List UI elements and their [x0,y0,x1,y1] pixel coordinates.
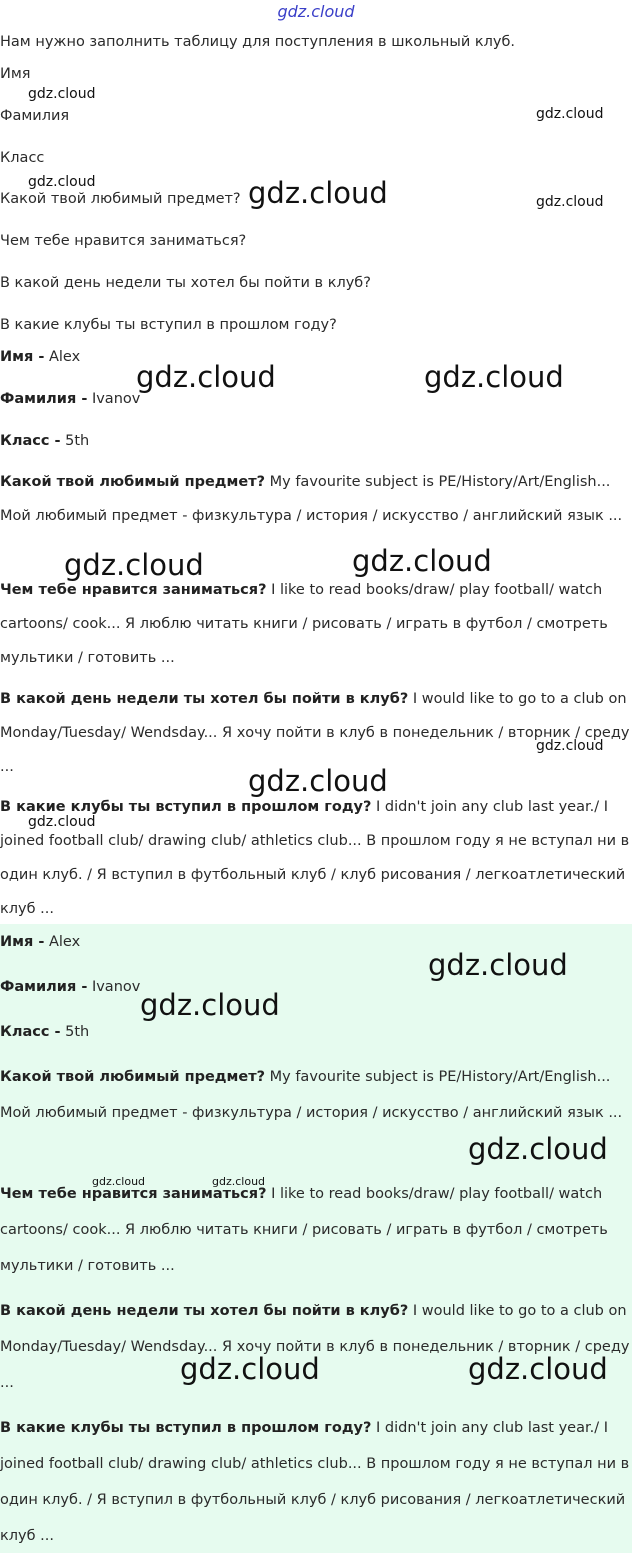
answer-label: В какие клубы ты вступил в прошлом году? [0,799,372,815]
answer-1-hobby [0,573,630,675]
answer-value: Alex [44,349,81,365]
answer-label: Класс - [0,1024,61,1040]
watermark: gdz.cloud [92,1175,146,1188]
answer-2-name [0,924,630,960]
answer-1-name [0,340,630,374]
answer-label: В какие клубы ты вступил в прошлом году? [0,1420,372,1436]
answer-label: Чем тебе нравится заниматься? [0,582,267,598]
watermark: gdz.cloud [212,1175,266,1188]
answer-label: В какой день недели ты хотел бы пойти в клуб? [0,691,409,707]
answer-label: Чем тебе нравится заниматься? [0,1186,267,1202]
answer-value: Ivanov [87,391,141,407]
answer-value: I would like to go to a club on Monday/Tuesday/ Wendsday... Я хочу пойти в клуб в понедельник / вторник / среду ... [0,691,630,775]
watermark: gdz.cloud [140,988,280,1022]
task-field-subject: Какой твой любимый предмет? [0,191,241,207]
answer-value: My favourite subject is PE/History/Art/English... Мой любимый предмет - физкультура / история / искусство / английский язык ... [0,1069,623,1121]
answer-1-class [0,424,630,458]
answer-2-surname [0,969,630,1005]
watermark: gdz.cloud [468,1132,608,1166]
answer-label: Имя - [0,934,45,950]
task-field-surname: Фамилия [0,108,70,124]
watermark: gdz.cloud [28,174,96,190]
answer-label: Имя - [0,349,45,365]
answer-value: I like to read books/draw/ play football/ watch cartoons/ cook... Я люблю читать книги / рисовать / играть в футбол / смотреть мультики / готовить ... [0,1186,608,1274]
watermark: gdz.cloud [536,194,604,210]
answer-value: I didn't join any club last year./ I joined football club/ drawing club/ athletics club... В прошлом году я не вступал ни в один клуб. / Я вступил в футбольный клуб / клуб рисования / легкоатлетический клуб ... [0,799,630,917]
answer-value: I didn't join any club last year./ I joined football club/ drawing club/ athletics club... В прошлом году я не вступал ни в один клуб. / Я вступил в футбольный клуб / клуб рисования / легкоатлетический клуб ... [0,1420,630,1544]
answer-1-subject [0,465,630,533]
answer-value: 5th [60,433,90,449]
answer-label: Класс - [0,433,61,449]
answer-2-day [0,1293,630,1401]
answer-value: 5th [60,1024,90,1040]
answer-2-clubs [0,1410,630,1554]
answer-1-surname [0,382,630,416]
answer-label: Фамилия - [0,979,88,995]
answer-value: Ivanov [87,979,141,995]
task-intro: Нам нужно заполнить таблицу для поступления в школьный клуб. [0,34,516,50]
watermark: gdz.cloud [248,176,388,210]
answer-value: I would like to go to a club on Monday/Tuesday/ Wendsday... Я хочу пойти в клуб в понедельник / вторник / среду ... [0,1303,630,1391]
task-field-hobby: Чем тебе нравится заниматься? [0,233,247,249]
answer-2-subject [0,1059,630,1131]
answer-value: Alex [44,934,81,950]
answer-1-clubs [0,790,630,926]
answer-1-day [0,682,630,784]
watermark: gdz.cloud [468,1352,608,1386]
answer-label: Фамилия - [0,391,88,407]
answer-value: I like to read books/draw/ play football/ watch cartoons/ cook... Я люблю читать книги / рисовать / играть в футбол / смотреть мультики / готовить ... [0,582,608,666]
answer-label: В какой день недели ты хотел бы пойти в клуб? [0,1303,409,1319]
task-field-name: Имя [0,66,31,82]
watermark: gdz.cloud [424,360,564,394]
site-logo[interactable]: gdz.cloud [277,2,355,21]
answer-2-hobby [0,1176,630,1284]
watermark: gdz.cloud [28,86,96,102]
watermark: gdz.cloud [248,764,388,798]
answer-value: My favourite subject is PE/History/Art/English... Мой любимый предмет - физкультура / история / искусство / английский язык ... [0,474,623,524]
watermark: gdz.cloud [136,360,276,394]
task-field-day: В какой день недели ты хотел бы пойти в клуб? [0,275,371,291]
watermark: gdz.cloud [352,544,492,578]
watermark: gdz.cloud [180,1352,320,1386]
watermark: gdz.cloud [28,814,96,830]
watermark: gdz.cloud [536,106,604,122]
task-field-clubs: В какие клубы ты вступил в прошлом году? [0,317,337,333]
watermark: gdz.cloud [536,738,604,754]
watermark: gdz.cloud [64,548,204,582]
answer-label: Какой твой любимый предмет? [0,1069,266,1085]
task-field-class: Класс [0,150,45,166]
watermark: gdz.cloud [428,948,568,982]
answer-label: Какой твой любимый предмет? [0,474,266,490]
answer-2-class [0,1014,630,1050]
